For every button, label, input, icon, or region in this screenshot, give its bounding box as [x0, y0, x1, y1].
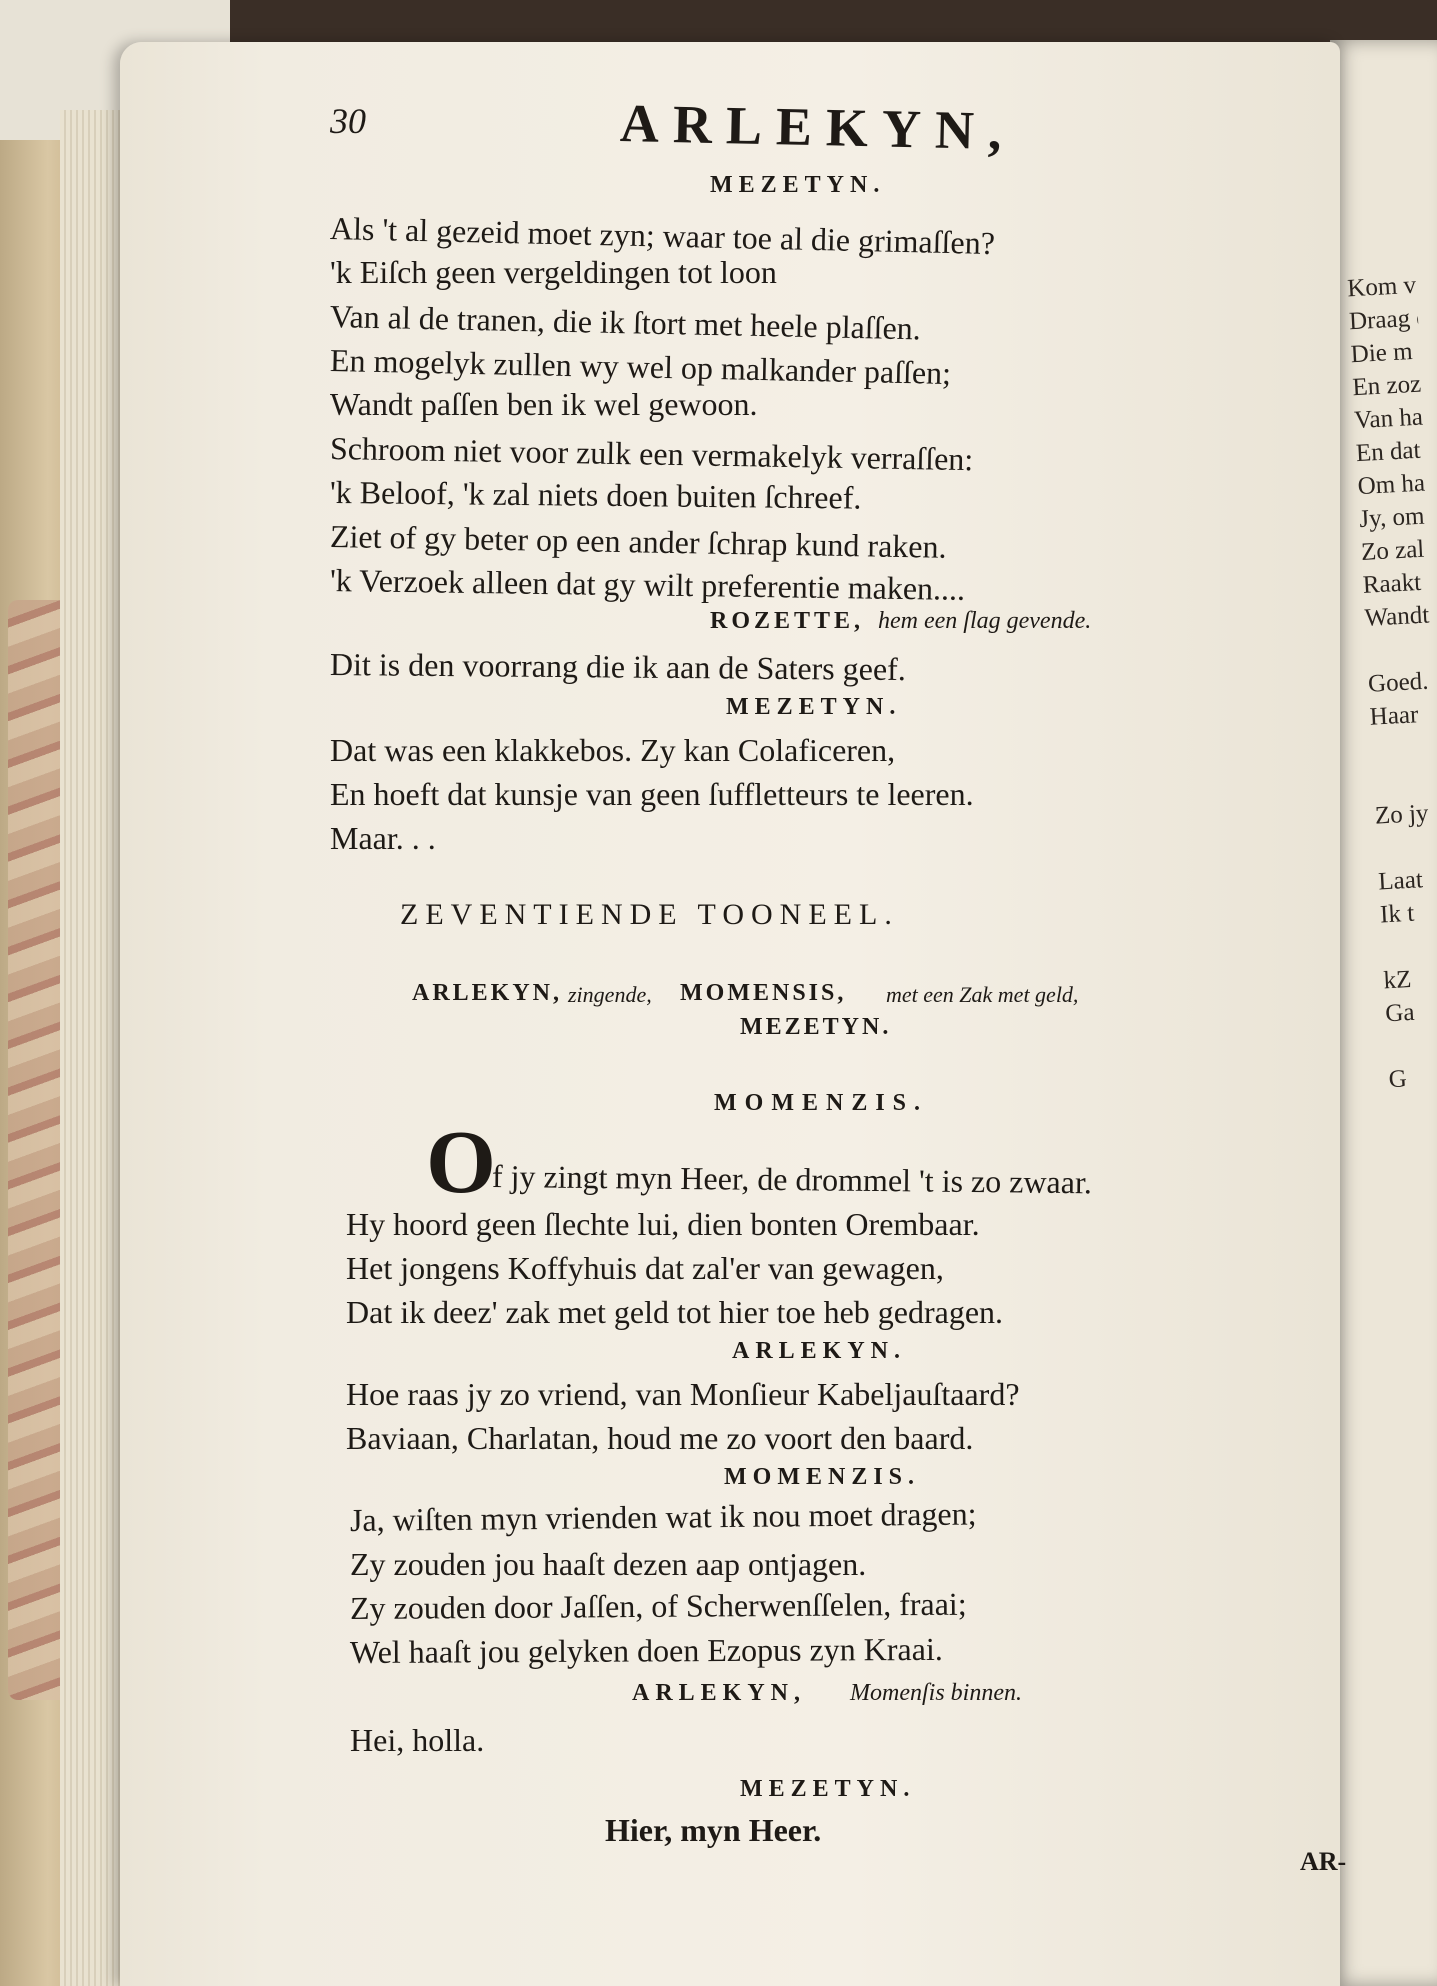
verse-line: Het jongens Koffyhuis dat zal'er van gewagen, [346, 1250, 944, 1286]
facing-page-line: Goed. [1367, 667, 1430, 698]
verse-line: Dat was een klakkebos. Zy kan Colaficeren, [330, 732, 896, 768]
facing-page-line [1381, 928, 1437, 965]
verse-line: Ja, wiſten myn vrienden wat ik nou moet dragen; [349, 1495, 977, 1538]
verse-line: Hei, holla. [350, 1722, 485, 1758]
verse-line: Hier, myn Heer. [605, 1812, 822, 1848]
verse-line: Zy zouden door Jaſſen, of Scherwenſſelen, fraai; [349, 1585, 967, 1626]
speaker-label: MEZETYN. [740, 1776, 916, 1802]
cast-name: MOMENSIS, [680, 980, 847, 1006]
facing-page-line: kZ [1382, 965, 1413, 995]
speaker-label: MEZETYN. [726, 694, 902, 720]
verse-line: Schroom niet voor zulk een vermakelyk verraſſen: [329, 430, 974, 478]
facing-page-line: Ik t [1379, 899, 1415, 929]
facing-page-line [1376, 829, 1437, 866]
verse-line: f jy zingt myn Heer, de drommel 't is zo zwaar. [491, 1158, 1093, 1201]
verse-line: Ziet of gy beter op een ander ſchrap kund raken. [329, 518, 947, 565]
facing-page-line [1365, 631, 1436, 668]
facing-page-line: En zoze [1351, 370, 1433, 402]
verse-line: Wandt paſſen ben ik wel gewoon. [330, 386, 758, 422]
verse-line: 'k Beloof, 'k zal niets doen buiten ſchreef. [329, 474, 862, 516]
facing-page-line [1371, 730, 1437, 767]
book-page [120, 42, 1347, 1986]
facing-page-line: Draag d [1348, 304, 1430, 336]
verse-line: 'k Verzoek alleen dat gy wilt preferentie maken.... [329, 562, 966, 607]
verse-line: Maar. . . [330, 820, 436, 856]
facing-page-line: G [1388, 1065, 1408, 1094]
verse-line: Wel haaſt jou gelyken doen Ezopus zyn Kraai. [349, 1630, 943, 1670]
scene-heading: ZEVENTIENDE TOONEEL. [400, 898, 899, 931]
page-number: 30 [330, 101, 366, 141]
facing-page-line [1386, 1027, 1437, 1064]
verse-line: 'k Eiſch geen vergeldingen tot loon [330, 254, 777, 290]
facing-page-line: Jy, om [1358, 502, 1426, 534]
facing-page-line: Zo zal [1360, 535, 1425, 566]
speaker-label: MOMENZIS. [714, 1090, 929, 1116]
cast-direction: zingende, [568, 982, 652, 1007]
facing-page-line: En dat [1355, 436, 1422, 468]
verse-line: Zy zouden jou haaſt dezen aap ontjagen. [350, 1546, 867, 1582]
speaker-label: MOMENZIS. [724, 1464, 921, 1490]
cast-direction: met een Zak met geld, [886, 982, 1079, 1007]
speaker-label: ARLEKYN. [732, 1338, 907, 1364]
facing-page-line: Die m [1350, 338, 1414, 369]
stage-direction: hem een ſlag gevende. [878, 608, 1092, 634]
speaker-label: ARLEKYN, [632, 1680, 807, 1706]
facing-page-line: Kom vo [1346, 271, 1430, 303]
speaker-label: MEZETYN. [710, 172, 886, 198]
verse-line: Van al de tranen, die ik ſtort met heele plaſſen. [329, 298, 922, 347]
verse-line: Hy hoord geen ſlechte lui, dien bonten Orembaar. [346, 1206, 980, 1242]
verse-line: En mogelyk zullen wy wel op malkander paſſen; [329, 342, 952, 392]
verse-line: En hoeft dat kunsje van geen ſuffletteurs te leeren. [330, 776, 974, 812]
verse-line: Baviaan, Charlatan, houd me zo voort den baard. [346, 1420, 974, 1456]
verse-line: Hoe raas jy zo vriend, van Monſieur Kabeljauſtaard? [346, 1376, 1020, 1412]
facing-page-line: Zo jy [1374, 799, 1430, 830]
facing-page-line: Laat [1377, 866, 1424, 896]
verse-line: Dit is den voorrang die ik aan de Saters geef. [329, 646, 906, 688]
facing-page-line: Haar [1369, 701, 1419, 731]
speaker-label: ROZETTE, [710, 608, 865, 634]
facing-page-line: Wandt [1363, 601, 1430, 632]
cast-name: MEZETYN. [740, 1014, 892, 1040]
facing-page-line [1372, 763, 1437, 800]
facing-page-line: Ga [1384, 998, 1416, 1028]
cast-name: ARLEKYN, [412, 980, 563, 1006]
facing-page-line: Om ha [1356, 469, 1426, 501]
verse-line: Dat ik deez' zak met geld tot hier toe heb gedragen. [346, 1294, 1004, 1330]
facing-page-line: Van haa [1353, 403, 1435, 435]
catchword: AR- [1300, 1847, 1347, 1876]
drop-capital: O [426, 1113, 497, 1212]
verse-line: Als 't al gezeid moet zyn; waar toe al die grimaſſen? [329, 210, 996, 262]
running-head: ARLEKYN, [619, 93, 1017, 162]
facing-page-line: Raakt [1362, 568, 1422, 599]
stage-direction: Momenſis binnen. [850, 1680, 1022, 1706]
